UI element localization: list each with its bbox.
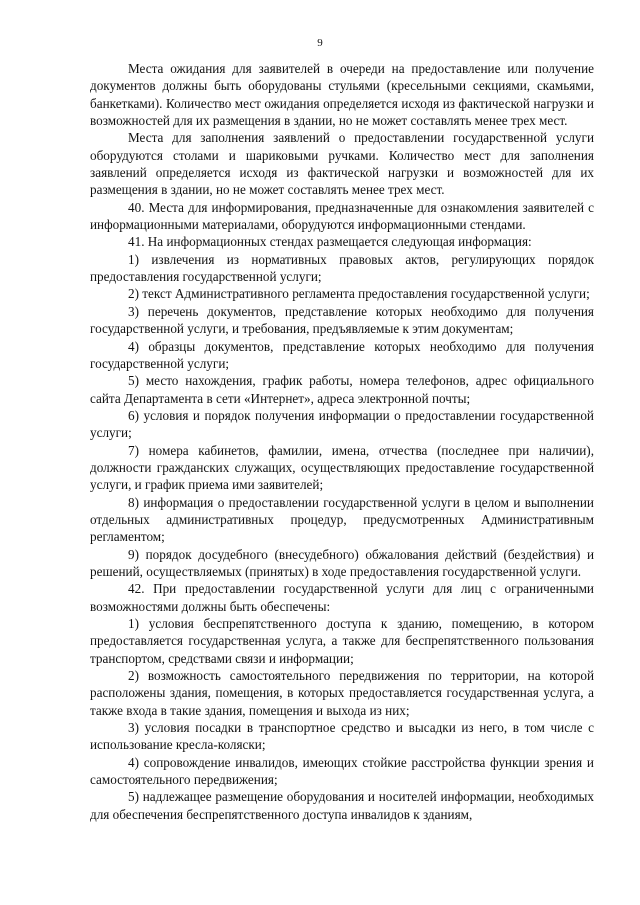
list-item-41-2: 2) текст Административного регламента предоставления государственной услуги; [128,286,590,302]
paragraph-40: 40. Места для информирования, предназначенные для ознакомления заявителей с информационными материалами, оборудуются информационными стендами. [90,199,594,233]
paragraph-waiting-places: Места ожидания для заявителей в очереди на предоставление или получение документов должны быть оборудованы стульями (кресельными секциями, скамьями, банкетками). Количество мест ожидания определяется исходя из фактической нагрузки и возможностей для их размещения в здании, но не может составлять менее трех мест. [90,61,594,129]
list-item-41-4: 4) образцы документов, представление которых необходимо для получения государственной услуги; [90,338,594,371]
paragraph-form-filling-places: Места для заполнения заявлений о предоставлении государственной услуги оборудуются столами и шариковыми ручками. Количество мест для заполнения заявлений определяется исходя из фактической нагрузки и возможностей для их размещения в здании, но не может составлять менее трех мест. [90,130,594,198]
list-item-42-1: 1) условия беспрепятственного доступа к зданию, помещению, в котором предоставляется государственная услуга, а также для беспрепятственного пользования транспортом, средствами связи и информации; [90,616,594,666]
list-item-42-5: 5) надлежащее размещение оборудования и носителей информации, необходимых для обеспечения беспрепятственного доступа инвалидов к зданиям, [90,789,594,822]
paragraph-42: 42. При предоставлении государственной услуги для лиц с ограниченными возможностями должны быть обеспечены: [90,581,594,614]
list-item-42-2: 2) возможность самостоятельного передвижения по территории, на которой расположены здания, помещения, в которых предоставляется государственная услуга, а также входа в такие здания, помещения и выхода из них; [90,668,594,718]
list-item-41-1: 1) извлечения из нормативных правовых актов, регулирующих порядок предоставления государственной услуги; [90,251,594,285]
list-item-41-8: 8) информация о предоставлении государственной услуги в целом и выполнении отдельных административных процедур, предусмотренных Административным регламентом; [90,494,594,545]
list-item-41-6: 6) условия и порядок получения информации о предоставлении государственной услуги; [90,407,594,441]
document-body [90,60,594,823]
page-number: 9 [317,37,323,49]
list-item-41-3: 3) перечень документов, представление которых необходимо для получения государственной услуги, и требования, предъявляемые к этим документам; [90,303,594,337]
list-item-41-7: 7) номера кабинетов, фамилии, имена, отчества (последнее при наличии), должности гражданских служащих, осуществляющих предоставление государственной услуги, и график приема ими заявителей; [90,442,594,493]
list-item-42-3: 3) условия посадки в транспортное средство и высадки из него, в том числе с использование кресла-коляски; [90,720,594,753]
list-item-41-9: 9) порядок досудебного (внесудебного) обжалования действий (бездействия) и решений, осуществляемых (принятых) в ходе предоставления государственной услуги. [90,546,594,579]
paragraph-41: 41. На информационных стендах размещается следующая информация: [128,234,532,250]
list-item-42-4: 4) сопровождение инвалидов, имеющих стойкие расстройства функции зрения и самостоятельного передвижения; [90,754,594,788]
list-item-41-5: 5) место нахождения, график работы, номера телефонов, адрес официального сайта Департамента в сети «Интернет», адреса электронной почты; [90,373,594,406]
